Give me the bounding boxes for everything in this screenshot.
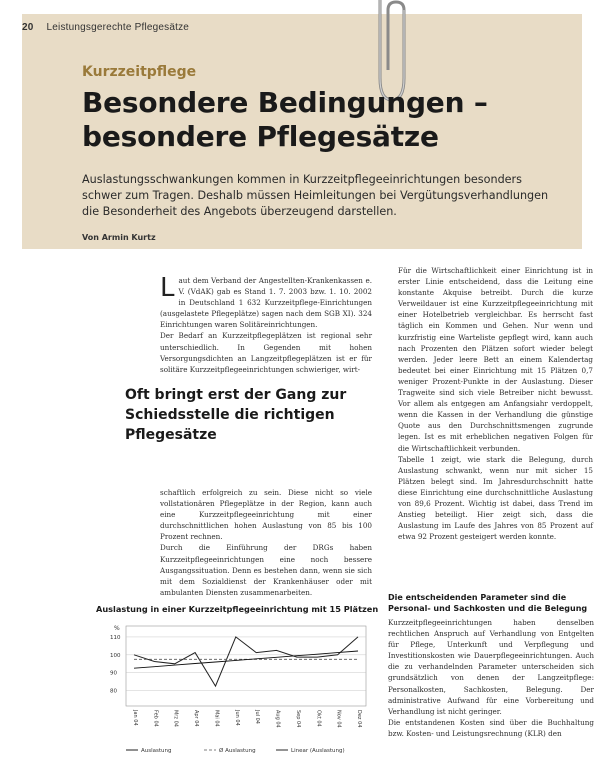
section-subheading: Die entscheidenden Parameter sind die Personal- und Sachkosten und die Belegung [388,593,588,613]
section-title: Leistungsgerechte Pflegesätze [46,22,190,33]
running-header [22,22,189,33]
legend-label: Ø Auslastung [219,748,256,754]
body-column-left-top [160,275,372,375]
y-tick-label: 90 [110,670,117,677]
series-line-1 [134,637,358,686]
y-tick-label: 100 [110,652,121,659]
title-line-1: Besondere Bedingungen – [82,86,488,119]
x-tick-label: Dez 04 [356,710,362,728]
x-tick-label: Jul 04 [254,710,261,724]
x-tick-label: Sep 04 [294,710,301,728]
x-tick-label: Okt 04 [315,710,322,727]
drop-cap: L [160,273,175,303]
body-column-left-bottom: schaftlich erfolgreich zu sein. Diese nicht so viele vollstationären Pflegeplätze in der Region, kann auch eine Kurzzeitpflegeeinrichtung mit einer durchschnittlichen hohen Auslastung von 85 bis 100 Prozent rechnen. Durch die Einführung der DRGs haben Kurzzeitpflegeeinrichtungen eine noch bessere Ausgangssituation. Denn es bestehen dann, wenn sie sich mit dem Sozialdienst der Krankenhäuser oder mit ambulanten Diensten zusammenarbeiten. [160,488,372,597]
occupancy-chart [96,618,386,757]
body-text-left-top: aut dem Verband der Angestellten-Krankenkassen e. V. (VdAK) gab es Stand 1. 7. 2003 bzw. 1. 10. 2002 in Deutschland 1 632 Kurzzeitpflege-Einrichtungen (ausgelastete Pflegeplätze) sagen nach dem SGB XI). 324 Einrichtungen waren Solitäreinrichtungen. Der Bedarf an Kurzzeitpflegeplätzen ist regional sehr unterschiedlich. In Gegenden mit hohen Versorgungsdichten an Langzeitpflegeplätzen ist er für solitäre Kurzzeitpflegeeinrichtungen schwieriger, wirt- [160,276,372,374]
article-title [82,86,552,154]
x-tick-label: Aug 04 [274,710,281,728]
x-tick-label: Feb 04 [152,710,159,727]
legend-label: Linear (Auslastung) [291,748,345,754]
pull-heading: Oft bringt erst der Gang zur Schiedsstelle die richtigen Pflegesätze [125,387,347,443]
y-tick-label: 80 [110,688,117,695]
x-tick-label: Apr 04 [193,710,200,727]
y-axis-label: % [114,625,120,632]
x-tick-label: Mai 04 [213,710,220,727]
page-number: 20 [22,22,34,33]
x-tick-label: Nov 04 [335,710,342,728]
legend-label: Auslastung [141,748,172,754]
article-lead: Auslastungsschwankungen kommen in Kurzzeitpflegeeinrichtungen besonders schwer zum Tragen. Deshalb müssen Heimleitungen bei Vergütungsverhandlungen die Besonderheit des Angebots überzeugend darstellen. [82,173,549,218]
title-line-2: besondere Pflegesätze [82,120,439,153]
chart-title: Auslastung in einer Kurzzeitpflegeeinrichtung mit 15 Plätzen [96,604,379,614]
x-tick-label: Jun 04 [233,710,240,726]
body-column-right-bottom: Kurzzeitpflegeeinrichtungen haben denselben rechtlichen Anspruch auf Verhandlung von Entgelten für Pflege, Unterkunft und Verpflegung und Investitionskosten wie Dauerpflegeeinrichtungen. Auch die zu verhandelnden Parameter unterscheiden sich grundsätzlich von denen der Langzeitpflege: Personalkosten, Sachkosten, Belegung. Der administrative Aufwand für eine Vorbereitung und Verhandlung ist nicht geringer. Die entstandenen Kosten sind über die Buchhaltung bzw. Kosten- und Leistungsrechnung (KLR) den [388,618,594,738]
x-tick-label: Jan 04 [132,710,138,726]
x-tick-label: Mrz 04 [172,710,179,727]
article-author: Von Armin Kurtz [82,233,156,242]
y-tick-label: 110 [110,634,121,641]
body-column-right: Für die Wirtschaftlichkeit einer Einrichtung ist in erster Linie entscheidend, dass die Leitung eine konstante Akquise betreibt. Durch die kurze Verweildauer ist eine Kurzzeitpflegeeinrichtung mit einer Hotelbetrieb vergleichbar. Es herrscht fast täglich ein Kommen und Gehen. Nur wenn und kurzfristig eine Warteliste gepflegt wird, kann auch nach Prozenten den Plätzen sofort wieder belegt werden. Jeder leere Bett an einem Kalendertag bedeutet bei einer Einrichtung mit 15 Plätzen 0,7 weniger Prozent-Punkte in der Auslastung. Dieser Tragweite sind sich viele Betreiber nicht bewusst. Vor allem als entgegen am Anfangsiahr verdoppelt, wenn die Kassen in der Verhandlung die günstige Quote aus den Durchschnittsmengen zugrunde legen. Ist es mit erheblichen negativen Folgen für die Wirtschaftlichkeit verbunden. Tabelle 1 zeigt, wie stark die Belegung, durch Auslastung schwankt, wenn nur mit sicher 15 Plätzen belegt sind. Im Jahresdurchschnitt hatte diese Einrichtung eine durchschnittliche Auslastung von 89,6 Prozent. Wichtig ist dabei, dass Trend im Anstieg beteiligt. Hier zeigt sich, dass die Auslastung im Laufe des Jahres von 85 Prozent auf etwa 92 Prozent gesteigert werden konnte. [398,266,593,542]
article-kicker: Kurzzeitpflege [82,64,197,80]
